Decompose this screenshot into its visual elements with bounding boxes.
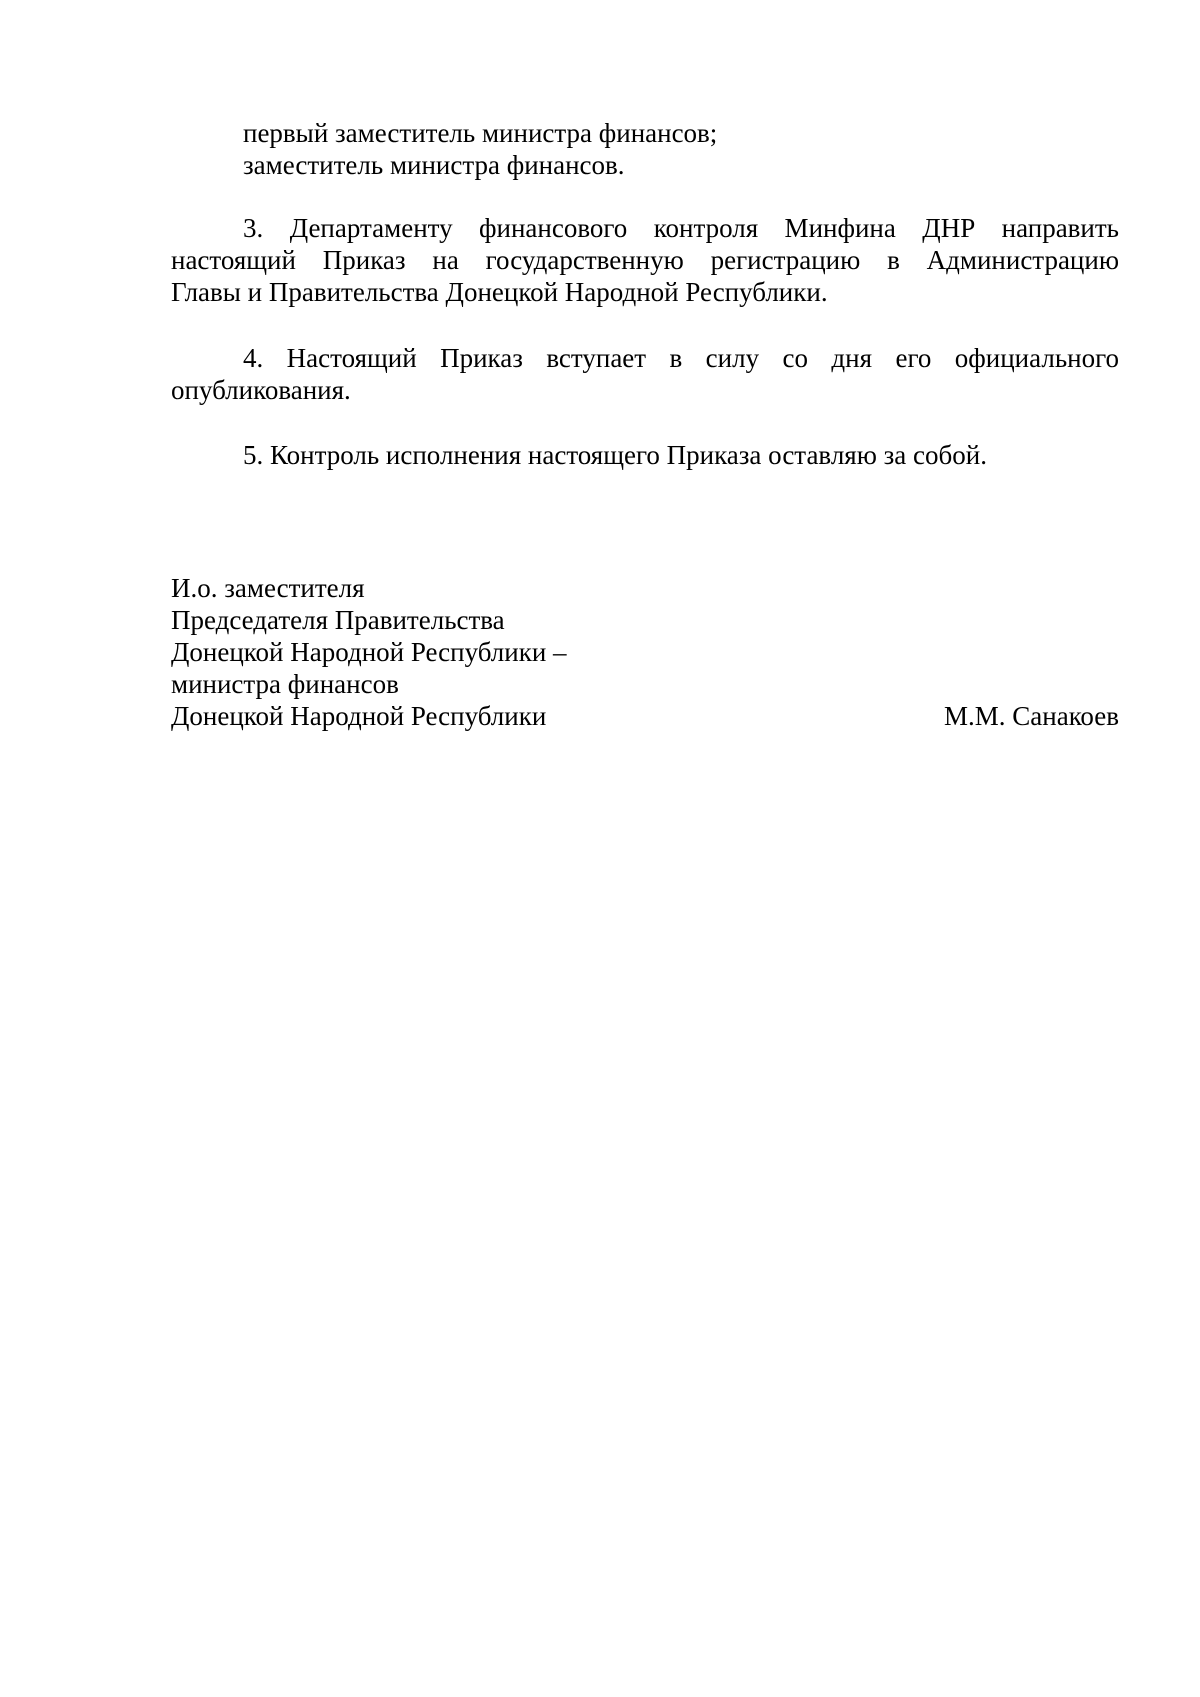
signature-title-line-2: Председателя Правительства xyxy=(171,605,505,635)
intro-list xyxy=(171,117,1119,181)
signature-title-line-5: Донецкой Народной Республики xyxy=(171,701,547,731)
item4-line-2: опубликования. xyxy=(171,375,351,405)
item5-text: 5. Контроль исполнения настоящего Приказа оставляю за собой. xyxy=(243,440,987,470)
item4-line-1: 4. Настоящий Приказ вступает в силу со дня его официального xyxy=(243,343,1119,373)
signature-title-line-3: Донецкой Народной Республики – xyxy=(171,637,567,667)
item3-line-2: настоящий Приказ на государственную регистрацию в Администрацию xyxy=(171,245,1119,275)
paragraph-item-3 xyxy=(171,212,1119,308)
intro-line-first-deputy: первый заместитель министра финансов; xyxy=(243,118,718,148)
signature-block xyxy=(171,572,1119,732)
signature-final-row xyxy=(171,700,1119,732)
paragraph-item-5 xyxy=(171,439,1119,471)
paragraph-item-4 xyxy=(171,342,1119,406)
signature-title-line-1: И.о. заместителя xyxy=(171,573,365,603)
item3-line-3: Главы и Правительства Донецкой Народной Республики. xyxy=(171,277,828,307)
item3-line-1: 3. Департаменту финансового контроля Минфина ДНР направить xyxy=(243,213,1119,243)
intro-line-deputy: заместитель министра финансов. xyxy=(243,150,625,180)
signature-title-line-4: министра финансов xyxy=(171,669,399,699)
signatory-name: М.М. Санакоев xyxy=(944,701,1119,731)
